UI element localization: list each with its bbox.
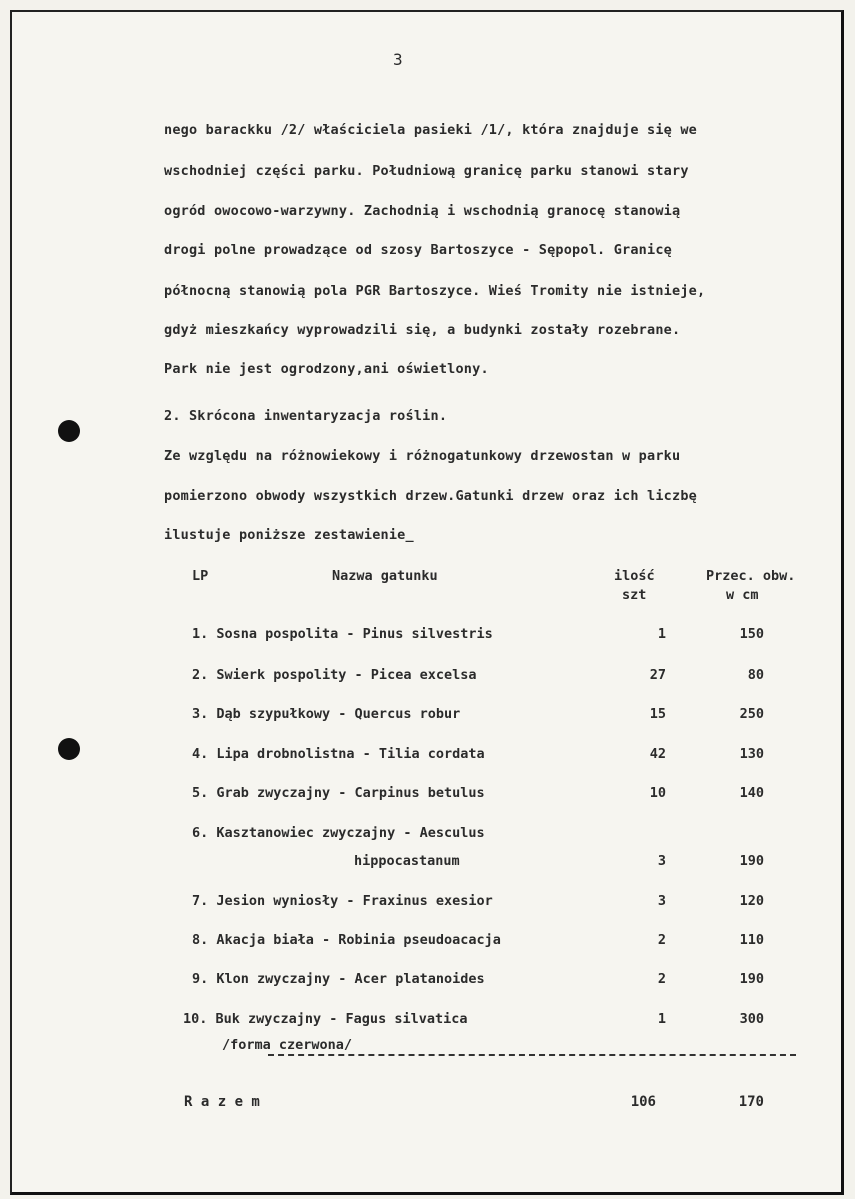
- page-number: 3: [393, 50, 403, 69]
- species-name: 1. Sosna pospolita - Pinus silvestris: [192, 626, 493, 642]
- species-name: 6. Kasztanowiec zwyczajny - Aesculus: [192, 825, 485, 841]
- text-line: pomierzono obwody wszystkich drzew.Gatunki drzew oraz ich liczbę: [164, 488, 697, 504]
- table-row: [0, 667, 855, 687]
- species-name: 8. Akacja biała - Robinia pseudoacacja: [192, 932, 501, 948]
- table-row: [0, 746, 855, 766]
- text-line: Park nie jest ogrodzony,ani oświetlony.: [164, 361, 489, 377]
- species-diam: 150: [739, 626, 764, 642]
- text-line: drogi polne prowadzące od szosy Bartoszyce - Sępopol. Granicę: [164, 242, 672, 258]
- header-count-unit: szt: [622, 587, 647, 603]
- species-count: 15: [649, 706, 666, 722]
- text-line: północną stanowią pola PGR Bartoszyce. Wieś Tromity nie istnieje,: [164, 283, 706, 299]
- total-diam: 170: [738, 1094, 764, 1110]
- table-row: [0, 853, 855, 873]
- punch-hole-top: [58, 420, 80, 442]
- species-count: 3: [657, 853, 666, 869]
- species-name-cont: /forma czerwona/: [222, 1037, 353, 1053]
- table-row: [0, 893, 855, 913]
- table-row: [0, 785, 855, 805]
- species-diam: 300: [739, 1011, 764, 1027]
- text-line: nego barackku /2/ właściciela pasieki /1/, która znajduje się we: [164, 122, 697, 138]
- species-count: 27: [649, 667, 666, 683]
- species-count: 1: [657, 626, 666, 642]
- text-line: Ze względu na różnowiekowy i różnogatunkowy drzewostan w parku: [164, 448, 681, 464]
- species-name: 7. Jesion wyniosły - Fraxinus exesior: [192, 893, 493, 909]
- header-diam: Przec. obw.: [706, 568, 796, 584]
- text-line: ilustuje poniższe zestawienie_: [164, 527, 414, 543]
- species-name: 4. Lipa drobnolistna - Tilia cordata: [192, 746, 485, 762]
- text-line: wschodniej części parku. Południową granicę parku stanowi stary: [164, 163, 689, 179]
- table-row: [0, 626, 855, 646]
- species-count: 10: [649, 785, 666, 801]
- species-name: 10. Buk zwyczajny - Fagus silvatica: [183, 1011, 468, 1027]
- total-divider: [268, 1054, 796, 1056]
- species-name: 2. Swierk pospolity - Picea excelsa: [192, 667, 477, 683]
- species-diam: 110: [739, 932, 764, 948]
- species-name: 3. Dąb szypułkowy - Quercus robur: [192, 706, 461, 722]
- table-row: [0, 932, 855, 952]
- table-row: [0, 971, 855, 991]
- species-diam: 190: [739, 971, 764, 987]
- species-diam: 80: [747, 667, 764, 683]
- species-diam: 190: [739, 853, 764, 869]
- species-name: 9. Klon zwyczajny - Acer platanoides: [192, 971, 485, 987]
- header-name: Nazwa gatunku: [332, 568, 438, 584]
- species-diam: 250: [739, 706, 764, 722]
- text-line: ogród owocowo-warzywny. Zachodnią i wschodnią granocę stanowią: [164, 203, 681, 219]
- header-count: ilość: [614, 568, 655, 584]
- header-lp: LP: [192, 568, 209, 584]
- table-row: [0, 1011, 855, 1031]
- species-name-cont: hippocastanum: [354, 853, 460, 869]
- species-diam: 130: [739, 746, 764, 762]
- header-diam-unit: w cm: [726, 587, 759, 603]
- species-diam: 120: [739, 893, 764, 909]
- table-row: [0, 825, 855, 845]
- species-count: 2: [657, 932, 666, 948]
- species-count: 1: [657, 1011, 666, 1027]
- section-heading: 2. Skrócona inwentaryzacja roślin.: [164, 408, 448, 424]
- species-count: 3: [657, 893, 666, 909]
- total-count: 106: [630, 1094, 656, 1110]
- text-line: gdyż mieszkańcy wyprowadzili się, a budynki zostały rozebrane.: [164, 322, 681, 338]
- species-name: 5. Grab zwyczajny - Carpinus betulus: [192, 785, 485, 801]
- table-row: [0, 706, 855, 726]
- total-label: R a z e m: [184, 1094, 260, 1110]
- species-count: 2: [657, 971, 666, 987]
- species-diam: 140: [739, 785, 764, 801]
- species-count: 42: [649, 746, 666, 762]
